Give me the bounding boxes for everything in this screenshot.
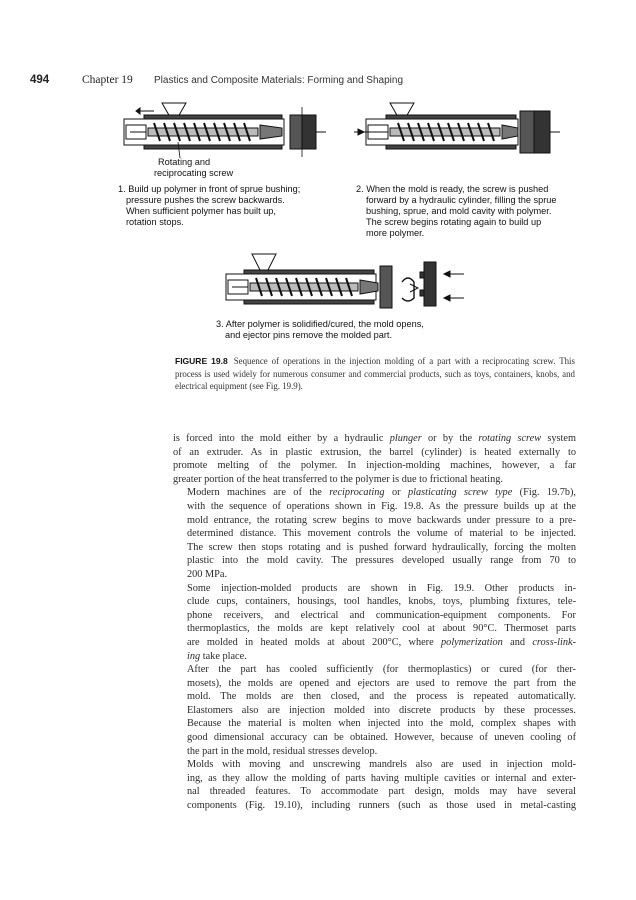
paragraph-5 [173, 758, 576, 812]
text-line: plastic into the mold cavity. The pressures developed usually range from 70 to [187, 555, 576, 567]
text-line: is forced into the mold either by a hydraulic plunger or by the rotating screw system [173, 433, 576, 444]
step-2-line-1: 2. When the mold is ready, the screw is pushed [356, 184, 549, 194]
emphasized-term: rotating screw [478, 433, 542, 444]
text-line: After the part has cooled sufficiently (for thermoplastics) or cured (for ther- [187, 664, 576, 676]
injection-diagram-step-2 [352, 101, 562, 163]
rotating-screw-label [154, 157, 233, 179]
step-2-line-3: bushing, sprue, and mold cavity with polymer. [366, 206, 552, 216]
text-line: thermoplastics, the molds are kept relatively cool at about 90°C. Thermoset parts [187, 623, 576, 635]
rotating-screw-label-line-1: Rotating and [158, 157, 211, 167]
page-number: 494 [30, 74, 50, 86]
chapter-title: Plastics and Composite Materials: Forming and Shaping [154, 75, 404, 86]
step-3-line-2: and ejector pins remove the molded part. [225, 330, 392, 340]
step-2-line-2: forward by a hydraulic cylinder, filling the sprue [366, 195, 557, 205]
label-leader-line [150, 140, 190, 160]
emphasized-term: ing [187, 650, 201, 662]
paragraph-1 [173, 432, 576, 486]
text-line: promote melting of the polymer. In injection-molding machines, however, a far [173, 460, 576, 472]
text-line: ing, as they allow the molding of parts having multiple cavities or internal and exter- [187, 772, 576, 784]
text-line: Because the material is molten when injected into the mold, complex shapes with [187, 718, 576, 730]
text-line: The screw then stops rotating and is pushed forward hydraulically, forcing the molten [187, 541, 576, 553]
text-line: with the sequence of operations shown in Fig. 19.8. As the pressure builds up at the [187, 500, 576, 512]
step-2-line-4: The screw begins rotating again to build up [366, 217, 542, 227]
text-line: good dimensional accuracy can be obtained. However, because of uneven cooling of [187, 732, 576, 744]
text-line: determined distance. This movement controls the volume of material to be injected. [187, 528, 576, 540]
step-2-line-5: more polymer. [366, 228, 425, 238]
text-line: ing take place. [187, 650, 247, 662]
figure-caption-label: FIGURE 19.8 [175, 356, 228, 366]
body-text [173, 432, 576, 813]
text-line: Molds with moving and unscrewing mandrels also are used in injection mold- [187, 759, 576, 771]
text-line: of an extruder. As in plastic extrusion, the barrel (cylinder) is heated externally to [173, 446, 576, 458]
emphasized-term: plunger [389, 433, 422, 444]
figure-caption [175, 355, 575, 393]
text-line: Elastomers also are injection molded into discrete products by these processes. [187, 704, 576, 716]
step-1-line-3: When sufficient polymer has built up, [126, 206, 276, 216]
step-3-line-1: 3. After polymer is solidified/cured, the mold opens, [216, 319, 424, 329]
step-3-text [216, 319, 516, 341]
emphasized-term: reciprocating [329, 487, 385, 499]
text-line: Modern machines are of the reciprocating or plasticating screw type (Fig. 19.7b), [187, 487, 577, 499]
paragraph-3 [173, 582, 576, 664]
text-line: greater portion of the heat transferred to the polymer is due to frictional heating. [173, 473, 503, 485]
text-line: are molded in heated molds at about 200°C, where polymerization and cross-link- [187, 636, 576, 648]
figure-caption-text: Sequence of operations in the injection molding of a part with a reciprocating screw. This process is used widely for numerous consumer and commercial products, such as toys, containers, knobs, and electrical equipment (see Fig. 19.9). [175, 356, 575, 391]
rotating-screw-label-line-2: reciprocating screw [154, 168, 234, 178]
text-line: mosets), the molds are opened and ejectors are used to remove the part from the [187, 677, 576, 689]
step-2-text [356, 184, 606, 239]
step-1-line-1: 1. Build up polymer in front of sprue bushing; [118, 184, 301, 194]
text-line: Some injection-molded products are shown in Fig. 19.9. Other products in- [187, 582, 576, 594]
emphasized-term: polymerization [441, 636, 503, 648]
emphasized-term: plasticating screw type [408, 487, 513, 499]
text-line: mold entrance, the rotating screw begins to move backwards under pressure to a pre- [187, 514, 576, 526]
text-line: the part in the mold, residual stresses develop. [187, 745, 378, 757]
step-1-line-2: pressure pushes the screw backwards. [126, 195, 285, 205]
text-line: components (Fig. 19.10), including runners (such as those used in metal-casting [187, 800, 576, 812]
text-line: phone receivers, and electrical and communication-equipment components. For [187, 609, 576, 621]
step-1-text [118, 184, 348, 228]
text-line: clude cups, containers, housings, tool handles, knobs, toys, plumbing fixtures, tele- [187, 596, 576, 608]
emphasized-term: cross-link- [532, 636, 576, 648]
text-line: 200 MPa. [187, 568, 228, 580]
text-line: nal threaded features. To accommodate part design, molds may have several [187, 786, 576, 798]
step-1-line-4: rotation stops. [126, 217, 184, 227]
injection-diagram-step-3 [222, 252, 472, 318]
text-line: mold. The molds are then closed, and the process is repeated automatically. [187, 691, 576, 703]
chapter-number: Chapter 19 [82, 74, 133, 86]
paragraph-4 [173, 663, 576, 758]
paragraph-2 [173, 486, 576, 581]
